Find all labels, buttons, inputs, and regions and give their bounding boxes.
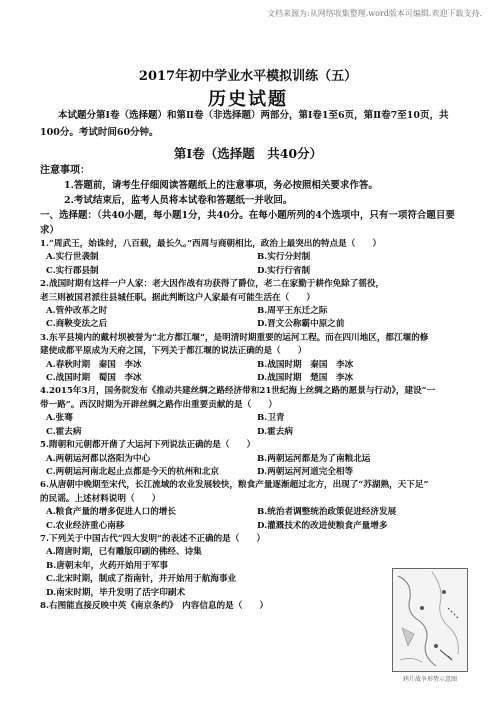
- subject-title: 历史试题: [208, 89, 288, 110]
- options: [40, 305, 468, 332]
- question-stem: 1.“周武王，始诛纣，八百载，最长久。”西周与商朝相比，政治上最突出的特点是（ ）: [40, 239, 382, 249]
- question-stem: 7.下列关于中国古代“四大发明”的表述不正确的是（ ）: [40, 533, 266, 544]
- question-stem: 6.从唐朝中晚期至宋代，长江流域的农业发展较快，粮食产量逐渐超过北方，出现了“苏湖熟，天下足”: [40, 480, 429, 491]
- source-header-note: 文档来源为:从网络收集整理.word版本可编辑.欢迎下载支持.: [267, 9, 482, 18]
- question-stem: 5.隋朝和元朝都开凿了大运河下列说法正确的是（ ）: [40, 440, 256, 451]
- option: D.灌溉技术的改进使粮食产量增多: [257, 520, 388, 531]
- exam-intro: 本试题分第Ⅰ卷（选择题）和第Ⅱ卷（非选择题）两部分，第Ⅰ卷1至6页，第Ⅱ卷7至10页，共100分。考试时间60分钟。: [40, 110, 449, 138]
- question-stem: 8.右图能直接反映中英《南京条约》 内容信息的是（ ）: [40, 600, 269, 611]
- option: A.实行世袭制: [46, 252, 99, 263]
- map-caption: 鸦片战争形势示意图: [402, 676, 457, 683]
- option: B.唐朝末年，火药开始用于军事: [46, 560, 168, 571]
- options: [40, 506, 468, 533]
- option: D.两朝运河河道完全相等: [257, 466, 354, 477]
- option: D.南宋时期，毕升发明了活字印刷术: [46, 587, 186, 598]
- question-stem: 4.2015年3月，国务院发布《推动共建丝绸之路经济带和21世纪海上丝绸之路的愿景与行动》，建设“一: [40, 386, 436, 397]
- option: B.周平王东迁之际: [257, 306, 328, 317]
- question-stem: 老三则被国君派往县城任职。据此判断这户人家最有可能生活在（ ）: [40, 292, 316, 303]
- question-stem: 带一路”。西汉时期为开辟丝绸之路作出重要贡献的是（ ）: [40, 399, 277, 410]
- option: A.管仲改革之时: [46, 306, 108, 317]
- option: D.实行行省制: [257, 265, 311, 276]
- exam-title: 2017年初中学业水平模拟训练（五）: [138, 69, 358, 84]
- option: C.两朝运河南北起止点都是今天的杭州和北京: [46, 466, 219, 477]
- options: [40, 453, 468, 480]
- opium-war-map-image: [392, 568, 468, 672]
- option: C.战国时期 蜀国 李冰: [46, 373, 142, 384]
- section-title: 第Ⅰ卷（选择题 共40分）: [173, 146, 323, 161]
- option: B.卫青: [257, 413, 285, 424]
- notice-item: 1.答题前，请考生仔细阅读答题纸上的注意事项，务必按照相关要求作答。: [64, 180, 378, 191]
- option: A.张骞: [46, 413, 73, 424]
- option: C.实行郡县制: [46, 265, 99, 276]
- option: B.战国时期 秦国 李冰: [257, 359, 354, 370]
- option: B.统治者调整统治政策促进经济发展: [257, 507, 397, 518]
- content: [40, 163, 468, 613]
- options: [40, 251, 468, 278]
- option: A.春秋时期 秦国 李冰: [46, 359, 142, 370]
- option: C.霍去病: [46, 426, 82, 437]
- option: A.两朝运河都以洛阳为中心: [46, 453, 151, 464]
- question-stem: 2.战国时期有这样一户人家：老大因作战有功获得了爵位，老二在家勤于耕作免除了徭役，: [40, 279, 385, 290]
- option: C.北宋时期，制成了指南针，并开始用于航海事业: [46, 574, 237, 585]
- notice-item: 2.考试结束后，监考人员将本试卷和答题纸一并收回。: [64, 195, 293, 206]
- part-one-instructions: 一、选择题：（共40小题，每小题1分，共40分。在每小题所列的4个选项中，只有一项符合题目要求）: [40, 210, 455, 236]
- option: B.两朝运河都是为了南粮北运: [257, 453, 371, 464]
- option: D.战国时期 楚国 李冰: [257, 373, 354, 384]
- notice-heading: 注意事项：: [40, 165, 90, 176]
- options: [40, 412, 468, 439]
- question-stem: 3.东平县境内的戴村坝被誉为“北方都江堰”，是明清时期重要的运河工程。而在四川地区，都江堰的修: [40, 332, 429, 343]
- option: A.粮食产量的增多促进人口的增长: [46, 507, 176, 518]
- question-stem: 建使成都平原成为天府之国，下列关于都江堰的说法正确的是（ ）: [40, 346, 307, 357]
- option: C.商鞅变法之后: [46, 319, 108, 330]
- question-stem: 的民谣。上述材料说明（ ）: [40, 493, 161, 504]
- option: A.隋唐时期，已有雕版印刷的佛经、诗集: [46, 547, 202, 558]
- options: [40, 359, 468, 386]
- option: D.晋文公称霸中原之前: [257, 319, 345, 330]
- option: B.实行分封制: [257, 252, 311, 263]
- option: C.农业经济重心南移: [46, 520, 125, 531]
- option: D.霍去病: [257, 426, 293, 437]
